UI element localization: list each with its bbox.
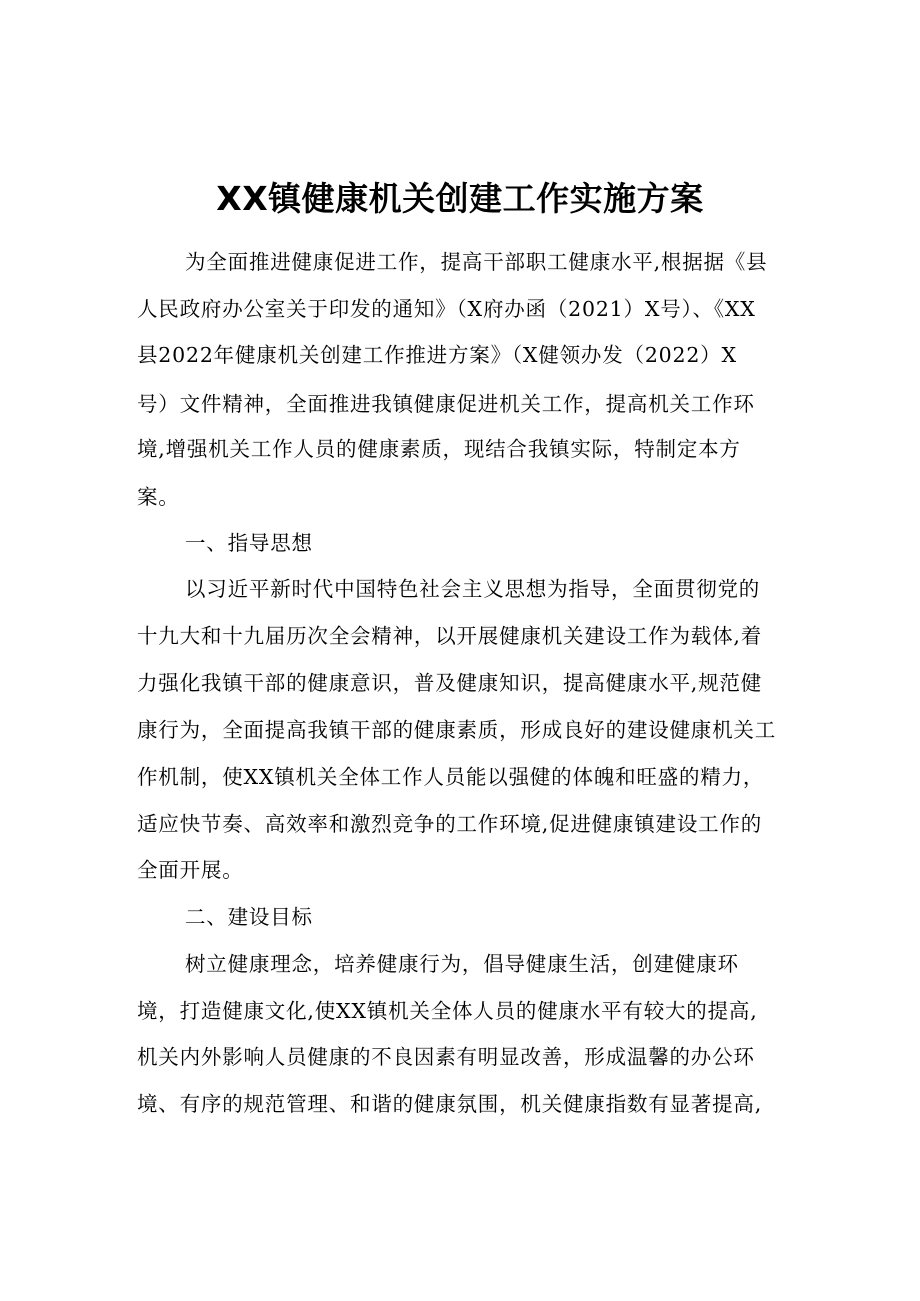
paragraph-line: 境,增强机关工作人员的健康素质，现结合我镇实际，特制定本方 <box>137 437 741 461</box>
paragraph-line: 号）文件精神，全面推进我镇健康促进机关工作，提高机关工作环 <box>137 392 755 416</box>
section-heading: 一、指导思想 <box>185 531 313 555</box>
paragraph-line: 适应快节奏、高效率和激烈竞争的工作环境,促进健康镇建设工作的 <box>137 812 763 836</box>
paragraph-line: 为全面推进健康促进工作，提高干部职工健康水平,根据据《县 <box>185 250 768 274</box>
paragraph-line: 境、有序的规范管理、和谐的健康氛围，机关健康指数有显著提高, <box>137 1092 763 1116</box>
paragraph-line: 力强化我镇干部的健康意识，普及健康知识，提高健康水平,规范健 <box>137 671 763 695</box>
document-title: XX镇健康机关创建工作实施方案 <box>216 179 704 218</box>
paragraph-line: 全面开展。 <box>137 858 244 882</box>
paragraph-line: 作机制，使XX镇机关全体工作人员能以强健的体魄和旺盛的精力， <box>137 765 765 789</box>
paragraph-line: 人民政府办公室关于印发的通知》（X府办函（2021）X号）、《XX <box>137 297 756 321</box>
paragraph-line: 县2022年健康机关创建工作推进方案》（X健领办发（2022）X <box>137 343 737 367</box>
paragraph-line: 以习近平新时代中国特色社会主义思想为指导，全面贯彻党的 <box>185 577 761 601</box>
paragraph-line: 十九大和十九届历次全会精神，以开展健康机关建设工作为载体,着 <box>137 624 763 648</box>
paragraph-line: 树立健康理念，培养健康行为，倡导健康生活，创建健康环 <box>185 952 739 976</box>
paragraph-line: 境，打造健康文化,使XX镇机关全体人员的健康水平有较大的提高, <box>137 999 758 1023</box>
paragraph-line: 机关内外影响人员健康的不良因素有明显改善，形成温馨的办公环 <box>137 1045 755 1069</box>
paragraph-line: 康行为，全面提高我镇干部的健康素质，形成良好的建设健康机关工 <box>137 718 776 742</box>
section-heading: 二、建设目标 <box>185 905 313 929</box>
paragraph-line: 案。 <box>137 485 180 509</box>
